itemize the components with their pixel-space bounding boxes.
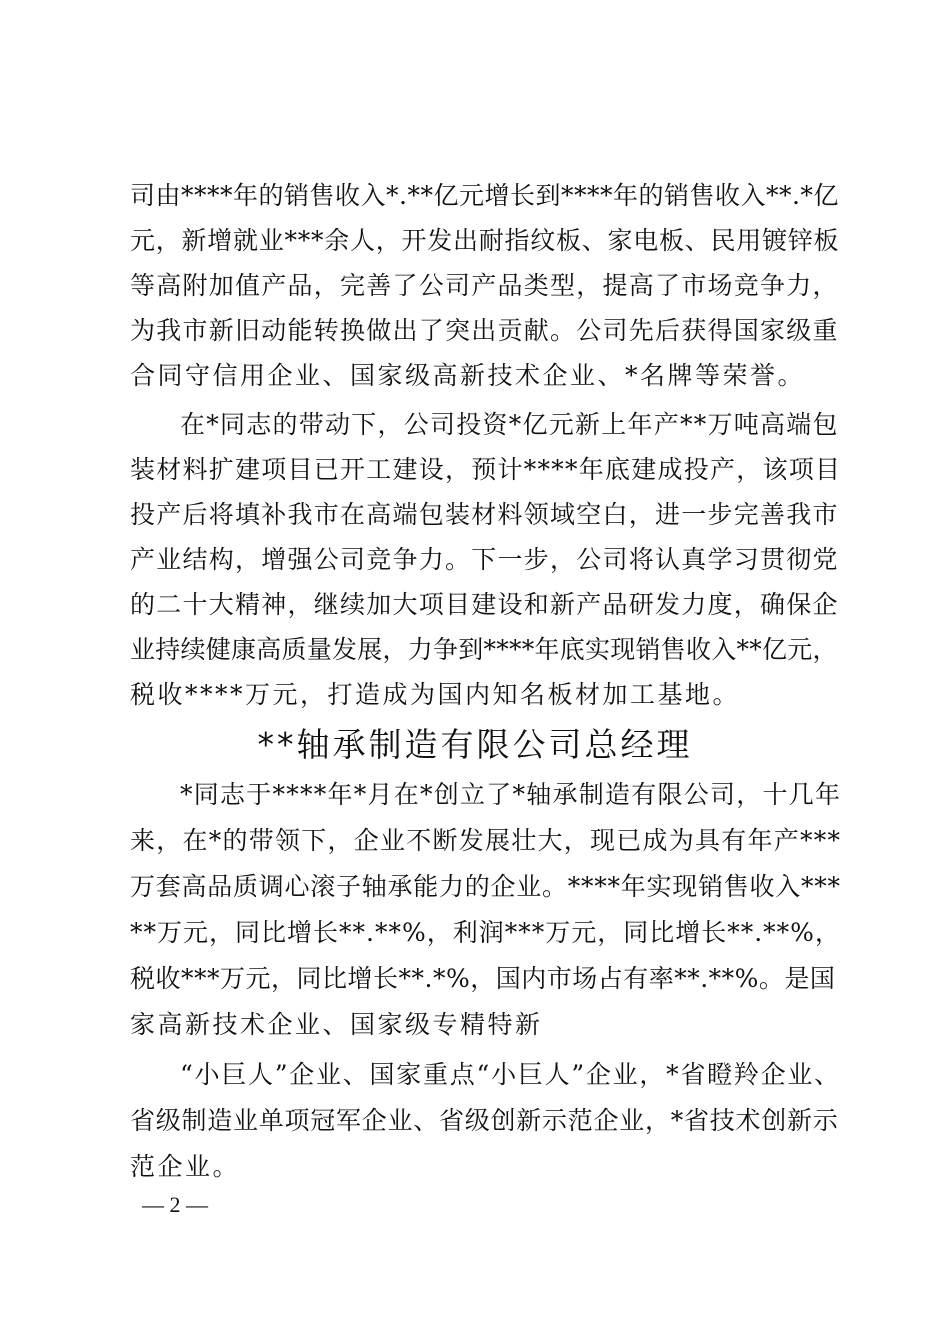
paragraph-3-line-3: 万套高品质调心滚子轴承能力的企业。****年实现销售收入*** bbox=[130, 872, 841, 901]
section-heading: **轴承制造有限公司总经理 bbox=[257, 725, 693, 764]
paragraph-3-line-4: **万元，同比增长**.**%，利润***万元，同比增长**.**%， bbox=[130, 918, 841, 947]
paragraph-2-line-5: 的二十大精神，继续加大项目建设和新产品研发力度，确保企 bbox=[130, 590, 839, 619]
paragraph-3-line-6: 家高新技术企业、国家级专精特新 bbox=[130, 1010, 543, 1039]
page-number: — 2 — bbox=[142, 1192, 208, 1217]
paragraph-4-line-1: “小巨人”企业、国家重点“小巨人”企业，*省瞪羚企业、 bbox=[180, 1060, 841, 1089]
paragraph-2-line-4: 产业结构，增强公司竞争力。下一步，公司将认真学习贯彻党 bbox=[130, 545, 839, 574]
paragraph-1-line-3: 等高附加值产品，完善了公司产品类型，提高了市场竞争力， bbox=[130, 271, 839, 300]
paragraph-2-line-6: 业持续健康高质量发展，力争到****年底实现销售收入**亿元， bbox=[130, 635, 838, 664]
paragraph-2-line-7: 税收****万元，打造成为国内知名板材加工基地。 bbox=[130, 680, 741, 709]
paragraph-3-line-1: *同志于****年*月在*创立了*轴承制造有限公司，十几年 bbox=[180, 780, 842, 809]
paragraph-4-line-3: 范企业。 bbox=[130, 1152, 241, 1181]
paragraph-1-line-2: 元，新增就业***余人，开发出耐指纹板、家电板、民用镀锌板 bbox=[130, 226, 840, 255]
paragraph-2-line-1: 在*同志的带动下，公司投资*亿元新上年产**万吨高端包 bbox=[180, 410, 839, 439]
paragraph-1-line-4: 为我市新旧动能转换做出了突出贡献。公司先后获得国家级重 bbox=[130, 316, 839, 345]
paragraph-2-line-2: 装材料扩建项目已开工建设，预计****年底建成投产，该项目 bbox=[130, 455, 842, 484]
paragraph-3-line-5: 税收***万元，同比增长**.*%，国内市场占有率**.**%。是国 bbox=[130, 964, 836, 993]
paragraph-1-line-5: 合同守信用企业、国家级高新技术企业、*名牌等荣誉。 bbox=[130, 361, 806, 390]
paragraph-1-line-1: 司由****年的销售收入*.**亿元增长到****年的销售收入**.*亿 bbox=[130, 181, 839, 210]
paragraph-4-line-2: 省级制造业单项冠军企业、省级创新示范企业，*省技术创新示 bbox=[130, 1106, 839, 1135]
paragraph-2-line-3: 投产后将填补我市在高端包装材料领域空白，进一步完善我市 bbox=[130, 500, 839, 529]
paragraph-3-line-2: 来，在*的带领下，企业不断发展壮大，现已成为具有年产*** bbox=[130, 826, 842, 855]
